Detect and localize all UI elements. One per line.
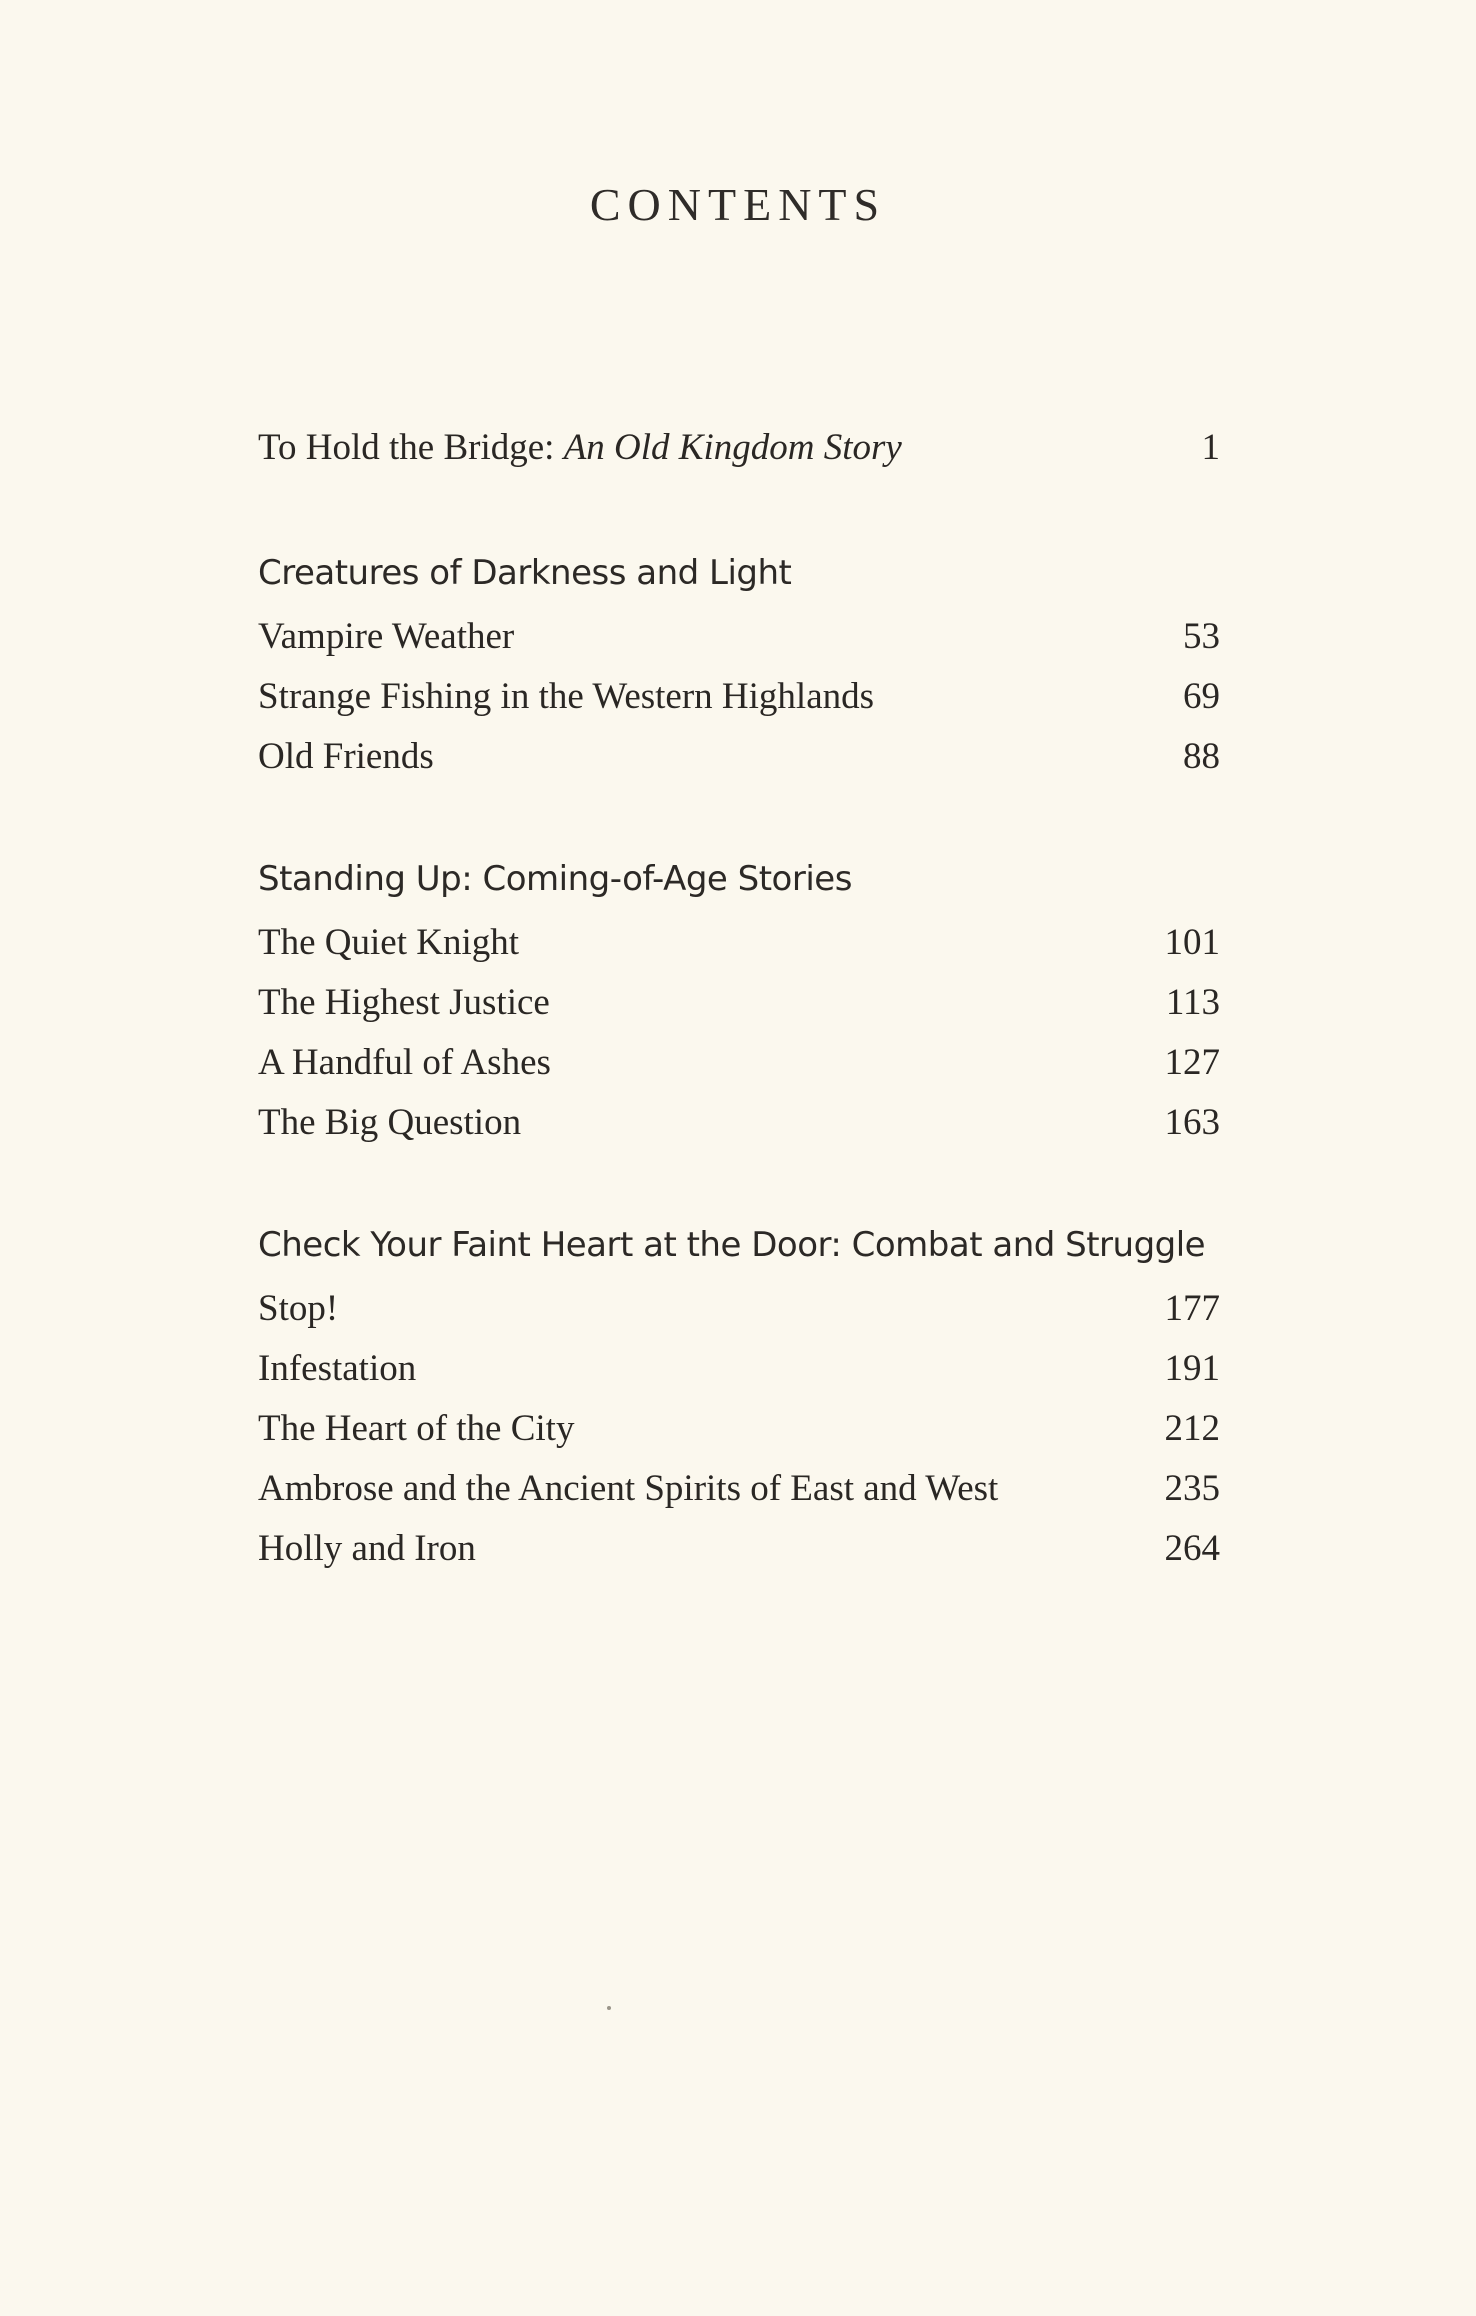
toc-entry-page: 212: [1164, 1408, 1220, 1449]
toc-entry[interactable]: [258, 1519, 1220, 1579]
toc-entry[interactable]: [258, 1399, 1220, 1459]
toc-entry-title: A Handful of Ashes: [258, 1042, 551, 1083]
toc-entry-title: [258, 418, 902, 478]
toc-entry-page: 69: [1183, 676, 1220, 717]
toc-entry-title: Vampire Weather: [258, 616, 515, 657]
toc-entry[interactable]: [258, 1033, 1220, 1093]
toc-entry-title: Infestation: [258, 1348, 417, 1389]
section-heading: Check Your Faint Heart at the Door: Combat and Struggle: [258, 1225, 1206, 1265]
toc-entry[interactable]: [258, 1093, 1220, 1153]
toc-entry-title: Ambrose and the Ancient Spirits of East and West: [258, 1468, 999, 1509]
toc-entry[interactable]: [258, 1459, 1220, 1519]
toc-entry-title: Stop!: [258, 1288, 339, 1329]
toc-entry-title: Holly and Iron: [258, 1528, 476, 1569]
toc-entry[interactable]: [258, 1279, 1220, 1339]
toc-entry-page: 113: [1165, 982, 1220, 1023]
toc-section: [258, 1215, 1220, 1579]
toc-entry-page: 53: [1183, 616, 1220, 657]
toc-entry[interactable]: [258, 1339, 1220, 1399]
toc-entry[interactable]: [258, 727, 1220, 787]
toc-entry-title: Old Friends: [258, 736, 434, 777]
toc-entry-page: 101: [1164, 922, 1220, 963]
toc-entry-title: The Big Question: [258, 1102, 522, 1143]
toc-entry-page: 177: [1164, 1288, 1220, 1329]
toc-entry[interactable]: [258, 418, 1220, 478]
toc-entry[interactable]: [258, 913, 1220, 973]
toc-section: [258, 543, 1220, 787]
toc-entry-page: 163: [1164, 1102, 1220, 1143]
toc-entry-page: 88: [1183, 736, 1220, 777]
toc-entry[interactable]: [258, 667, 1220, 727]
section-heading: Creatures of Darkness and Light: [258, 553, 792, 593]
toc-entry-page: 1: [1201, 427, 1220, 468]
toc-entry-page: 127: [1164, 1042, 1220, 1083]
scan-speck: [607, 2006, 611, 2010]
toc-entry-title: Strange Fishing in the Western Highlands: [258, 676, 875, 717]
toc-entry-title: The Quiet Knight: [258, 922, 520, 963]
toc-entry-page: 235: [1164, 1468, 1220, 1509]
section-heading: Standing Up: Coming-of-Age Stories: [258, 859, 852, 899]
toc-entry-title: The Heart of the City: [258, 1408, 575, 1449]
toc-entry-page: 264: [1164, 1528, 1220, 1569]
toc-section: [258, 849, 1220, 1153]
toc-entry-title: The Highest Justice: [258, 982, 550, 1023]
table-of-contents: [258, 418, 1220, 1641]
toc-entry[interactable]: [258, 973, 1220, 1033]
page-title: CONTENTS: [589, 179, 887, 230]
toc-entry-subtitle: An Old Kingdom Story: [563, 427, 902, 468]
toc-entry-title-main: To Hold the Bridge:: [258, 427, 564, 468]
toc-entry-page: 191: [1164, 1348, 1220, 1389]
toc-entry[interactable]: [258, 607, 1220, 667]
